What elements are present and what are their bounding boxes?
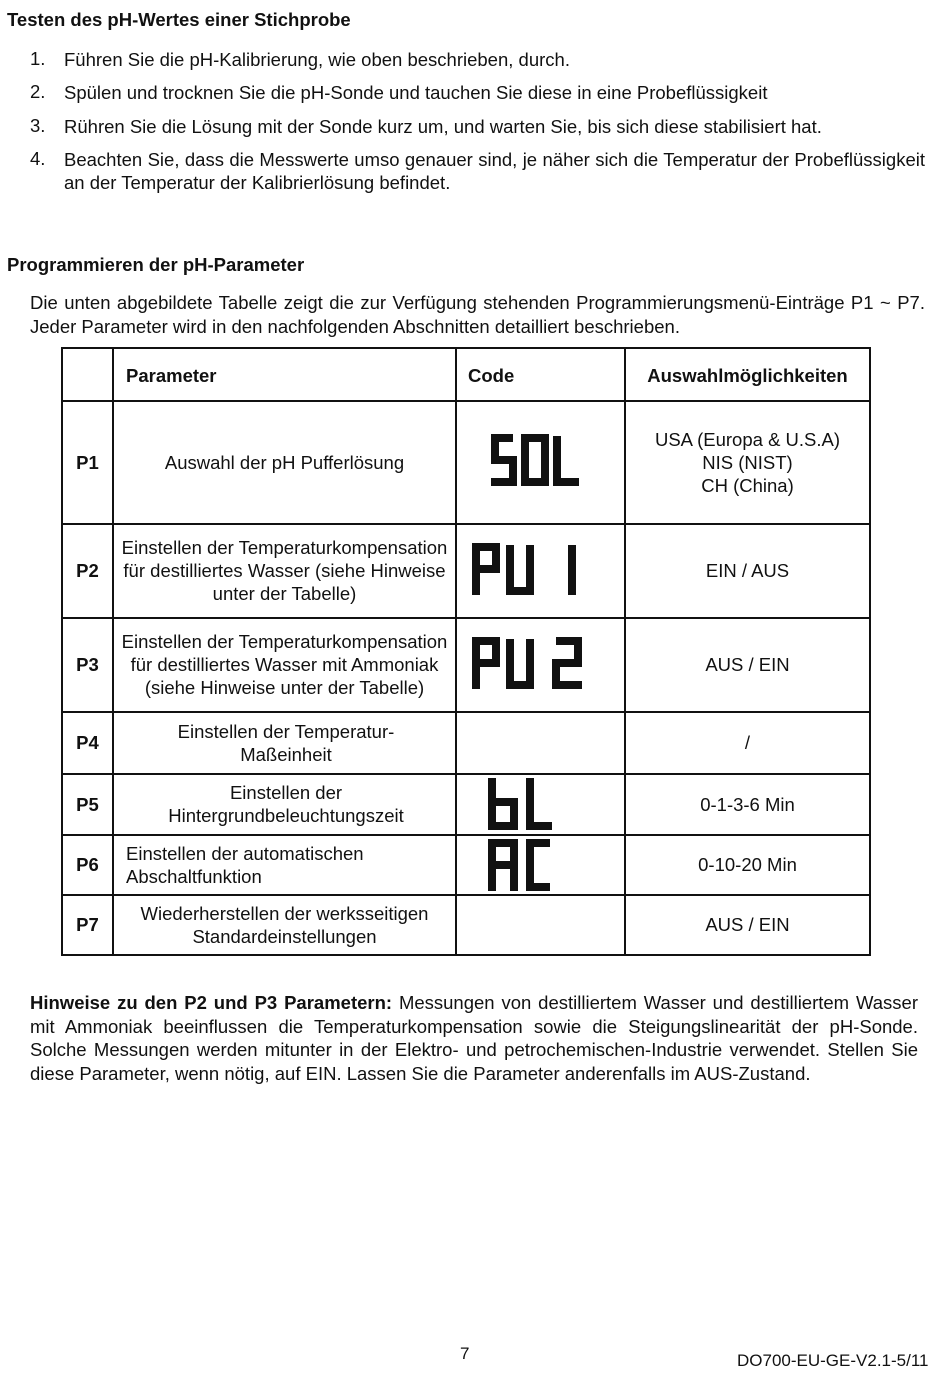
lcd-code-pu2 (470, 635, 600, 695)
row-parameter: Einstellen der Temperaturkompensation für destilliertes Wasser mit Ammoniak (siehe Hinweise unter der Tabelle) (121, 631, 448, 698)
row-parameter: Auswahl der pH Pufferlösung (164, 451, 405, 473)
row-options: EIN / AUS (705, 560, 790, 581)
row-code (457, 774, 624, 834)
row-parameter: Einstellen der automatischen Abschaltfunktion (126, 842, 364, 887)
list-number: 2. (30, 81, 46, 102)
lcd-code-pu1 (470, 541, 600, 601)
notes-text: Messungen von destilliertem Wasser und destilliertem Wasser mit Ammoniak beeinflussen die Temperaturkompensation sowie die Steigungslinearität der pH-Sonde. Solche Messungen werden mitunter in der Elektro- und petrochemischen-Industrie verwendet. Stellen Sie diese Parameter, wenn nötig, auf EIN. Lassen Sie die Parameter anderenfalls im AUS-Zustand. (30, 992, 918, 1084)
row-options: 0-10-20 Min (698, 854, 797, 875)
row-options: / (744, 732, 751, 753)
row-parameter: Wiederherstellen der werksseitigen Standardeinstellungen (140, 902, 429, 947)
row-code (457, 712, 624, 773)
list-item: Beachten Sie, dass die Messwerte umso genauer sind, je näher sich die Temperatur der Probeflüssigkeit an der Temperatur der Kalibrierlösung befindet. (64, 149, 925, 193)
notes-paragraph (30, 991, 918, 1085)
list-number: 1. (30, 48, 46, 69)
document-id: DO700-EU-GE-V2.1-5/11 (737, 1351, 929, 1370)
list-number: 3. (30, 115, 46, 136)
header-options: Auswahlmöglichkeiten (647, 364, 848, 386)
row-code (457, 835, 624, 894)
row-options: AUS / EIN (705, 654, 790, 675)
row-code (457, 895, 624, 954)
row-parameter: Einstellen der Temperatur-Maßeinheit (177, 720, 395, 765)
row-parameter: Einstellen der Temperaturkompensation für destilliertes Wasser (siehe Hinweise unter der Tabelle) (121, 537, 448, 604)
section-title-programming: Programmieren der pH-Parameter (7, 254, 305, 275)
section-intro: Die unten abgebildete Tabelle zeigt die zur Verfügung stehenden Programmierungsmenü-Einträge P1 ~ P7. Jeder Parameter wird in den nachfolgenden Abschnitten detailliert beschrieben. (30, 292, 925, 337)
header-code: Code (468, 364, 515, 386)
parameter-table (61, 347, 871, 956)
notes-label: Hinweise zu den P2 und P3 Parametern: (30, 992, 393, 1013)
row-code (457, 401, 624, 523)
list-item: Spülen und trocknen Sie die pH-Sonde und tauchen Sie diese in eine Probeflüssigkeit (64, 82, 768, 103)
row-id: P5 (76, 793, 99, 815)
lcd-code-ac (486, 837, 566, 893)
row-code (457, 524, 624, 617)
row-id: P7 (76, 914, 99, 935)
row-id: P3 (76, 654, 99, 675)
row-parameter: Einstellen der Hintergrundbeleuchtungszeit (168, 782, 404, 826)
list-item: Rühren Sie die Lösung mit der Sonde kurz um, und warten Sie, bis sich diese stabilisiert hat. (64, 116, 822, 137)
lcd-code-bl (486, 776, 566, 832)
row-options: 0-1-3-6 Min (700, 793, 795, 815)
row-id: P2 (76, 560, 99, 581)
row-id: P1 (76, 451, 99, 473)
row-code (457, 618, 624, 711)
row-id: P4 (76, 732, 99, 753)
row-options: AUS / EIN (705, 914, 790, 935)
lcd-code-sol (487, 432, 587, 492)
list-number: 4. (30, 148, 46, 169)
section-title-testing: Testen des pH-Wertes einer Stichprobe (7, 9, 351, 30)
list-item: Führen Sie die pH-Kalibrierung, wie oben beschrieben, durch. (64, 49, 570, 70)
row-id: P6 (76, 854, 99, 875)
header-parameter: Parameter (126, 364, 217, 386)
row-options: USA (Europa & U.S.A) NIS (NIST) CH (China) (654, 428, 841, 496)
page-number: 7 (460, 1344, 470, 1363)
